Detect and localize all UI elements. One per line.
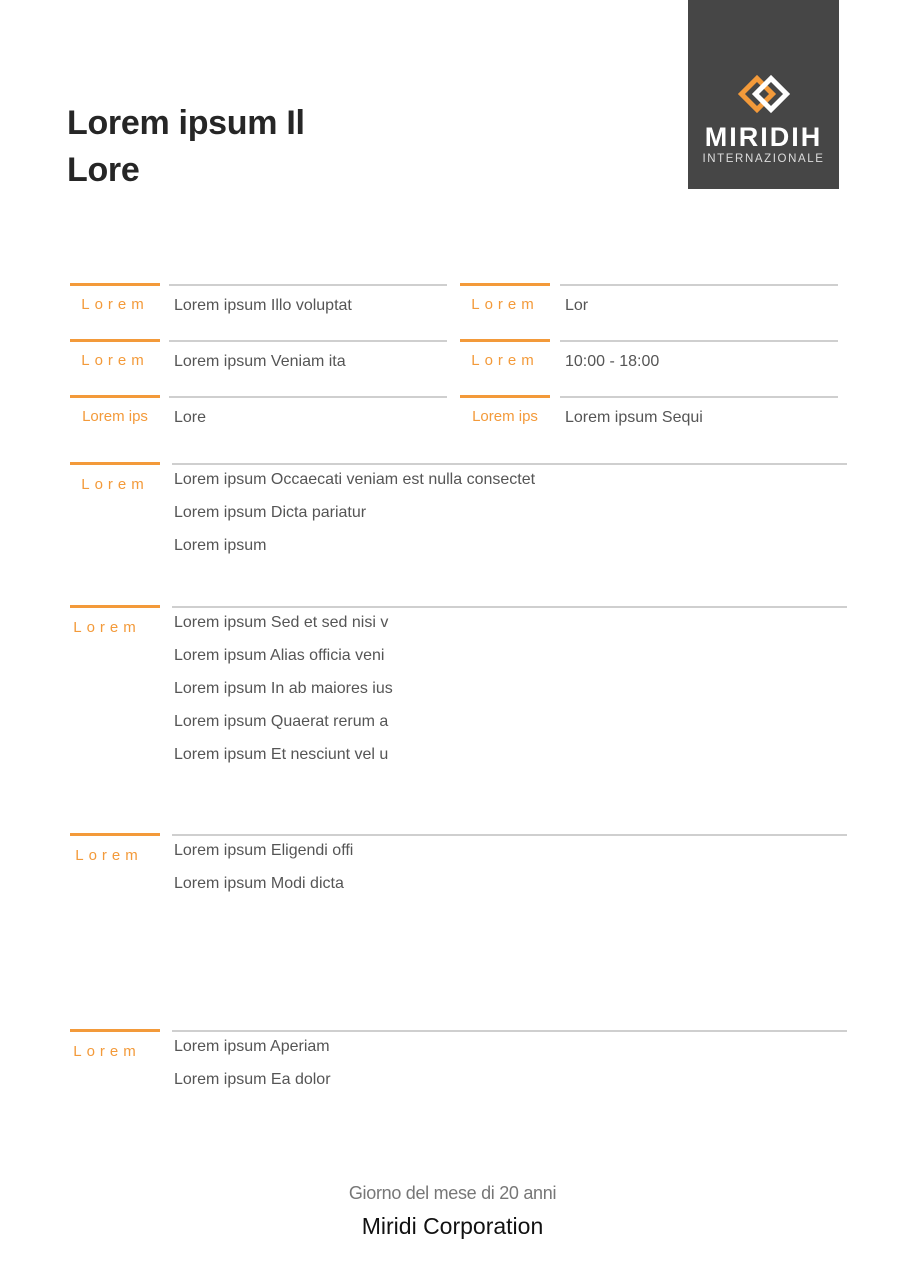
value-divider xyxy=(560,284,838,286)
field-label: Lorem xyxy=(471,352,539,369)
section-line: Lorem ipsum Modi dicta xyxy=(174,875,344,892)
value-divider xyxy=(169,284,447,286)
field-value: Lorem ipsum Sequi xyxy=(565,409,703,426)
section-accent-line xyxy=(70,833,160,836)
section-line: Lorem ipsum Et nesciunt vel u xyxy=(174,746,389,763)
section-label: Lorem xyxy=(75,847,143,864)
logo-subtitle: INTERNAZIONALE xyxy=(702,153,825,165)
section-line: Lorem ipsum Aperiam xyxy=(174,1038,330,1055)
section-line: Lorem ipsum Alias officia veni xyxy=(174,647,385,664)
field-label: Lorem xyxy=(81,352,149,369)
label-accent-line xyxy=(460,283,550,286)
value-divider xyxy=(169,396,447,398)
field-value: Lore xyxy=(174,409,207,426)
section-line: Lorem ipsum Eligendi offi xyxy=(174,842,354,859)
section-line: Lorem ipsum Sed et sed nisi v xyxy=(174,614,389,631)
label-accent-line xyxy=(70,339,160,342)
title-line-1: Lorem ipsum Il xyxy=(67,104,305,142)
label-accent-line xyxy=(70,283,160,286)
title-line-2: Lore xyxy=(67,151,140,189)
section-line: Lorem ipsum Quaerat rerum a xyxy=(174,713,389,730)
label-accent-line xyxy=(460,339,550,342)
label-accent-line xyxy=(460,395,550,398)
company-logo xyxy=(688,0,839,189)
value-divider xyxy=(560,340,838,342)
section-label: Lorem xyxy=(73,619,141,636)
logo-brand: MIRIDIH xyxy=(704,122,823,152)
field-value: Lorem ipsum Illo voluptat xyxy=(174,297,352,314)
value-divider xyxy=(169,340,447,342)
section-label: Lorem xyxy=(73,1043,141,1060)
section-line: Lorem ipsum Ea dolor xyxy=(174,1071,331,1088)
field-label: Lorem ips xyxy=(82,408,148,425)
value-divider xyxy=(560,396,838,398)
section-accent-line xyxy=(70,1029,160,1032)
field-label: Lorem ips xyxy=(472,408,538,425)
section-line: Lorem ipsum xyxy=(174,537,267,554)
diamond-logo-icon xyxy=(738,73,790,119)
section-accent-line xyxy=(70,462,160,465)
field-value: 10:00 - 18:00 xyxy=(565,353,660,370)
field-value: Lor xyxy=(565,297,589,314)
page-title xyxy=(67,100,305,194)
section-line: Lorem ipsum Dicta pariatur xyxy=(174,504,367,521)
section-line: Lorem ipsum Occaecati veniam est nulla consectet xyxy=(174,471,536,488)
field-label: Lorem xyxy=(471,296,539,313)
section-accent-line xyxy=(70,605,160,608)
field-label: Lorem xyxy=(81,296,149,313)
field-value: Lorem ipsum Veniam ita xyxy=(174,353,346,370)
footer-company: Miridi Corporation xyxy=(361,1213,544,1239)
section-label: Lorem xyxy=(81,476,149,493)
footer-date: Giorno del mese di 20 anni xyxy=(348,1183,557,1203)
label-accent-line xyxy=(70,395,160,398)
section-line: Lorem ipsum In ab maiores ius xyxy=(174,680,393,697)
